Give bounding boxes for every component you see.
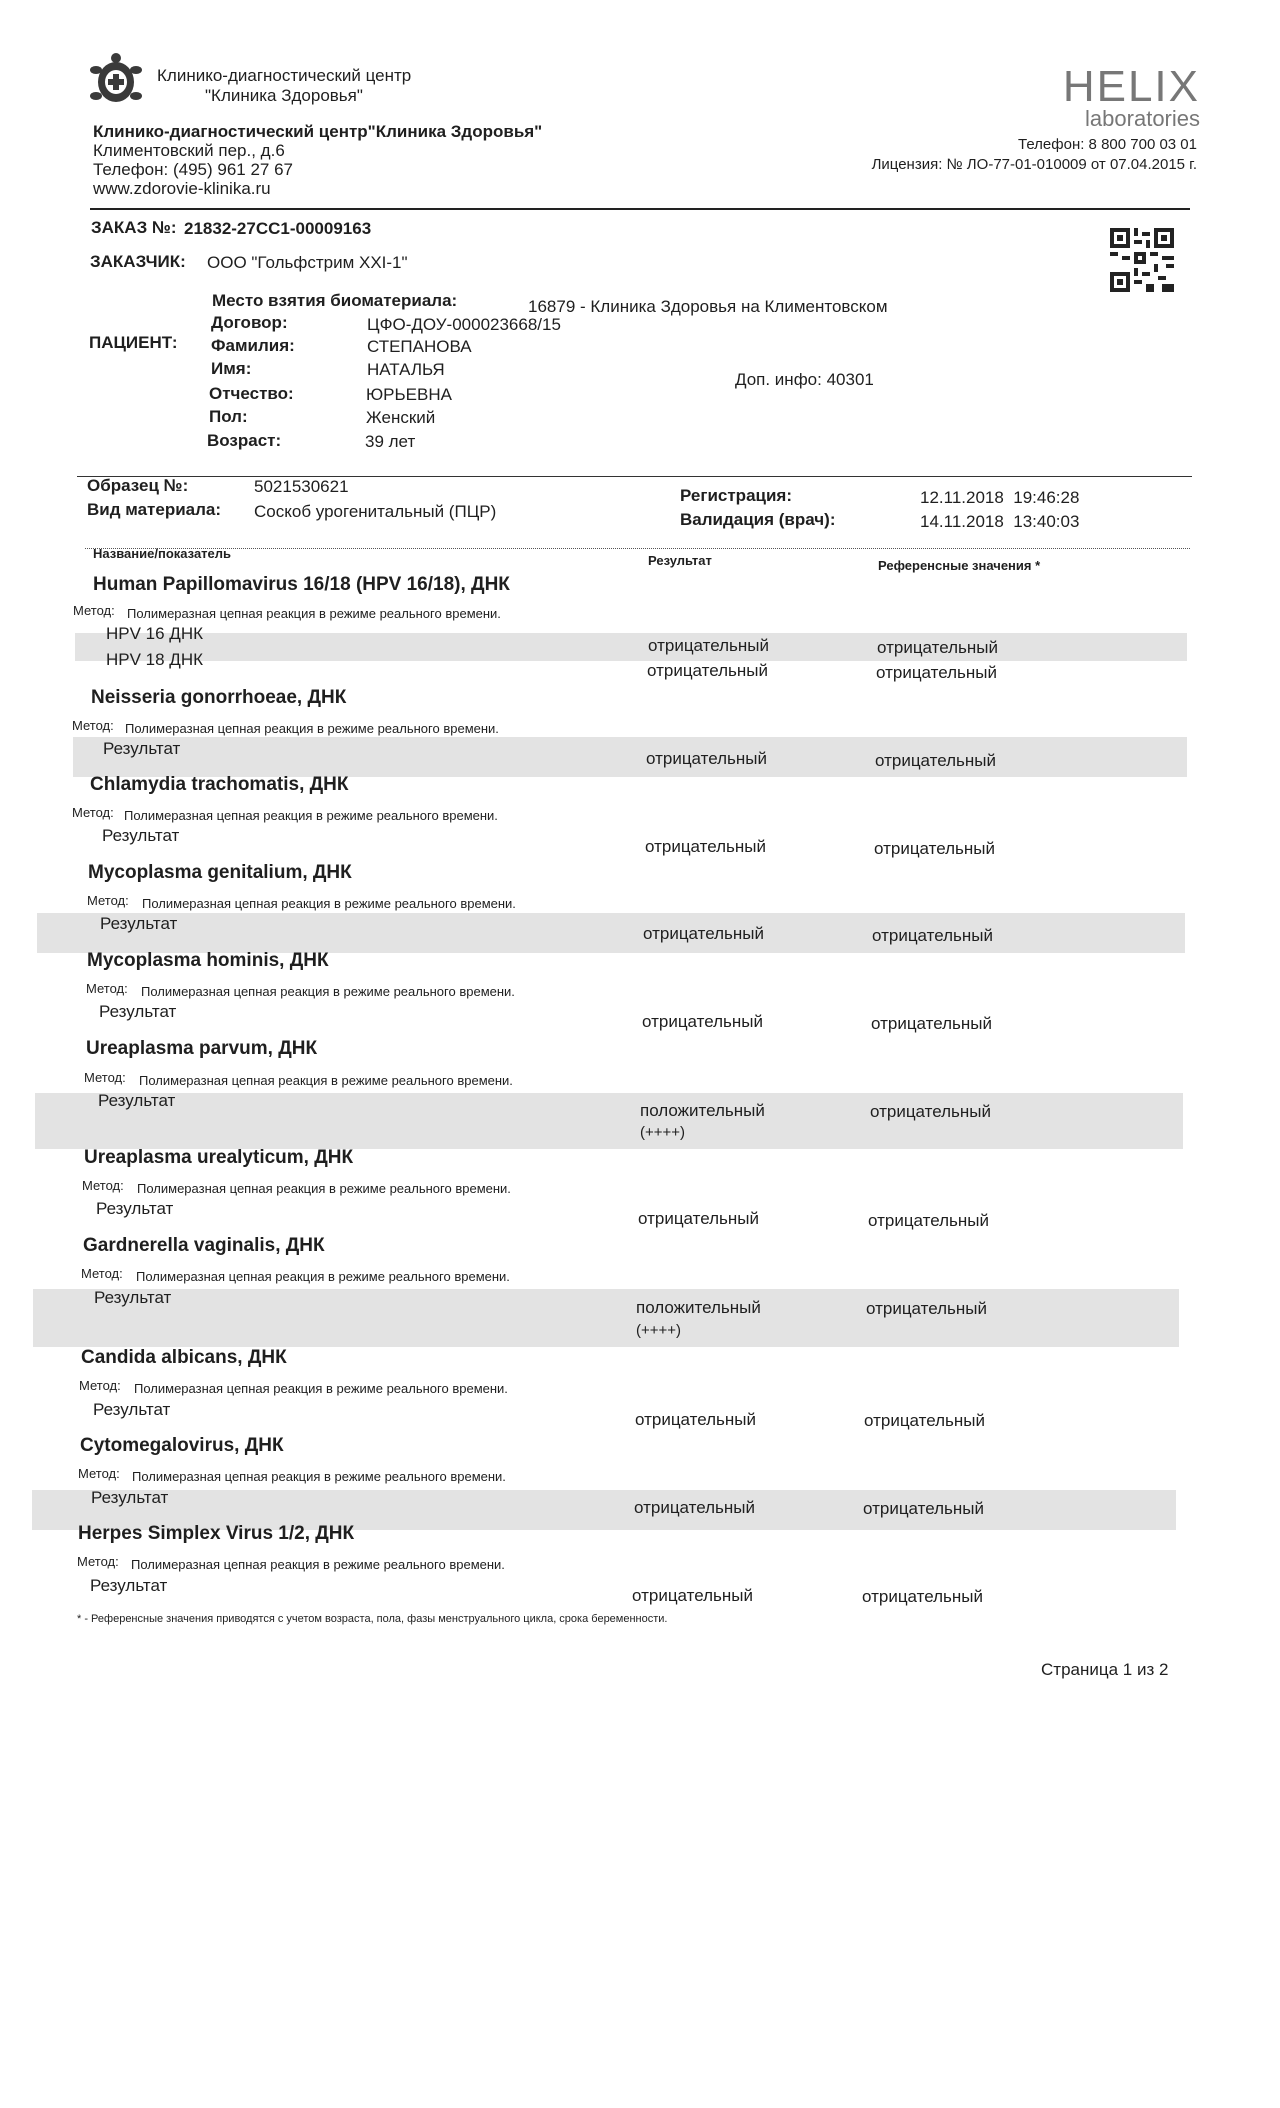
patient-field-value-site: 16879 - Клиника Здоровья на Климентовском: [528, 297, 888, 316]
row-result: отрицательный: [634, 1498, 756, 1517]
method-text: Полимеразная цепная реакция в режиме реального времени.: [141, 984, 515, 999]
method-text: Полимеразная цепная реакция в режиме реального времени.: [137, 1181, 511, 1196]
method-label: Метод:: [72, 718, 114, 733]
row-result: отрицательный: [632, 1586, 754, 1605]
customer-value: ООО "Гольфстрим XXI-1": [207, 253, 408, 272]
helix-brand-sub: laboratories: [1085, 106, 1200, 131]
row-result-extra: (++++): [640, 1124, 686, 1141]
row-name: Результат: [99, 1002, 177, 1021]
test-title: Human Papillomavirus 16/18 (HPV 16/18), ДНК: [93, 574, 510, 595]
row-name: Результат: [103, 739, 181, 758]
method-text: Полимеразная цепная реакция в режиме реального времени.: [134, 1381, 508, 1396]
row-ref: отрицательный: [874, 839, 996, 858]
sample-number-label: Образец №:: [87, 476, 189, 495]
row-result: отрицательный: [646, 749, 768, 768]
method-label: Метод:: [84, 1070, 126, 1085]
method-label: Метод:: [73, 603, 115, 618]
method-text: Полимеразная цепная реакция в режиме реального времени.: [124, 808, 498, 823]
method-label: Метод:: [78, 1466, 120, 1481]
method-label: Метод:: [79, 1378, 121, 1393]
result-band: [35, 1093, 1183, 1149]
row-name: Результат: [102, 826, 180, 845]
method-text: Полимеразная цепная реакция в режиме реального времени.: [142, 896, 516, 911]
clinic-address: Климентовский пер., д.6: [93, 141, 285, 160]
patient-field-value-age: 39 лет: [365, 432, 416, 451]
sample-material-label: Вид материала:: [87, 500, 222, 519]
row-ref: отрицательный: [876, 663, 998, 682]
patient-field-label-contract: Договор:: [211, 313, 288, 332]
row-name: HPV 16 ДНК: [106, 624, 204, 643]
validation-value: 14.11.2018 13:40:03: [920, 512, 1080, 531]
row-ref: отрицательный: [863, 1499, 985, 1518]
row-result: отрицательный: [635, 1410, 757, 1429]
row-result: положительный: [640, 1101, 765, 1120]
row-ref: отрицательный: [875, 751, 997, 770]
row-ref: отрицательный: [862, 1587, 984, 1606]
row-ref: отрицательный: [872, 926, 994, 945]
patient-field-value-name: НАТАЛЬЯ: [367, 360, 445, 379]
sample-divider: [85, 548, 1190, 549]
patient-divider: [77, 476, 1192, 477]
method-text: Полимеразная цепная реакция в режиме реального времени.: [139, 1073, 513, 1088]
patient-field-label-site: Место взятия биоматериала:: [212, 291, 458, 310]
row-result: отрицательный: [642, 1012, 764, 1031]
patient-field-label-surname: Фамилия:: [211, 336, 295, 355]
test-title: Mycoplasma genitalium, ДНК: [88, 862, 352, 883]
patient-field-value-surname: СТЕПАНОВА: [367, 337, 472, 356]
qr-code: [1110, 228, 1174, 292]
method-label: Метод:: [81, 1266, 123, 1281]
row-name: Результат: [90, 1576, 168, 1595]
result-band: [75, 633, 1187, 661]
method-text: Полимеразная цепная реакция в режиме реального времени.: [132, 1469, 506, 1484]
clinic-website[interactable]: www.zdorovie-klinika.ru: [93, 179, 271, 198]
sample-material-value: Соскоб урогенитальный (ПЦР): [254, 502, 497, 521]
test-title: Ureaplasma urealyticum, ДНК: [84, 1147, 354, 1168]
patient-section-label: ПАЦИЕНТ:: [89, 333, 178, 352]
patient-field-label-age: Возраст:: [207, 431, 282, 450]
lab-phone: Телефон: 8 800 700 03 01: [1018, 136, 1197, 153]
order-number-value: 21832-27СС1-00009163: [184, 219, 372, 238]
page-number: Страница 1 из 2: [1041, 1660, 1169, 1679]
row-name: HPV 18 ДНК: [106, 650, 204, 669]
header-divider: [90, 208, 1190, 210]
test-title: Mycoplasma hominis, ДНК: [87, 950, 329, 971]
turtle-logo-icon: [88, 50, 144, 110]
result-band: [73, 737, 1187, 777]
registration-value: 12.11.2018 19:46:28: [920, 488, 1080, 507]
test-title: Candida albicans, ДНК: [81, 1347, 287, 1368]
row-ref: отрицательный: [868, 1211, 990, 1230]
registration-label: Регистрация:: [680, 486, 793, 505]
row-result-extra: (++++): [636, 1322, 682, 1339]
validation-label: Валидация (врач):: [680, 510, 836, 529]
method-text: Полимеразная цепная реакция в режиме реального времени.: [127, 606, 501, 621]
row-name: Результат: [96, 1199, 174, 1218]
patient-field-value-patronymic: ЮРЬЕВНА: [366, 385, 452, 404]
patient-field-label-name: Имя:: [211, 359, 252, 378]
test-title: Herpes Simplex Virus 1/2, ДНК: [78, 1523, 355, 1544]
row-result: отрицательный: [645, 837, 767, 856]
row-result: отрицательный: [643, 924, 765, 943]
lab-license: Лицензия: № ЛО-77-01-010009 от 07.04.2015 г.: [871, 156, 1197, 173]
row-name: Результат: [91, 1488, 169, 1507]
test-title: Neisseria gonorrhoeae, ДНК: [91, 687, 347, 708]
test-title: Ureaplasma parvum, ДНК: [86, 1038, 318, 1059]
row-result: отрицательный: [647, 661, 769, 680]
clinic-logo-line1: Клинико-диагностический центр: [157, 66, 412, 85]
clinic-logo: [88, 50, 144, 110]
qr-code-icon: [1110, 228, 1174, 292]
test-title: Cytomegalovirus, ДНК: [80, 1435, 284, 1456]
col-header-result: Результат: [648, 553, 712, 568]
test-title: Chlamydia trachomatis, ДНК: [90, 774, 349, 795]
row-result: отрицательный: [638, 1209, 760, 1228]
footnote: * - Референсные значения приводятся с учетом возраста, пола, фазы менструального цикла, срока беременности.: [77, 1613, 668, 1625]
patient-extra-info: Доп. инфо: 40301: [735, 370, 874, 389]
patient-field-label-patronymic: Отчество:: [209, 384, 294, 403]
row-result: отрицательный: [648, 636, 770, 655]
clinic-logo-line2: "Клиника Здоровья": [205, 86, 363, 105]
clinic-phone: Телефон: (495) 961 27 67: [93, 160, 294, 179]
order-number-label: ЗАКАЗ №:: [91, 218, 177, 237]
result-band: [37, 913, 1185, 953]
method-label: Метод:: [72, 805, 114, 820]
result-band: [33, 1289, 1179, 1347]
patient-field-value-contract: ЦФО-ДОУ-000023668/15: [367, 315, 561, 334]
helix-brand: HELIX: [1062, 62, 1200, 111]
method-text: Полимеразная цепная реакция в режиме реального времени.: [125, 721, 499, 736]
patient-field-value-sex: Женский: [366, 408, 436, 427]
col-header-ref: Референсные значения *: [878, 558, 1041, 573]
row-ref: отрицательный: [877, 638, 999, 657]
method-label: Метод:: [82, 1178, 124, 1193]
method-label: Метод:: [87, 893, 129, 908]
row-ref: отрицательный: [870, 1102, 992, 1121]
row-name: Результат: [94, 1288, 172, 1307]
patient-field-label-sex: Пол:: [209, 407, 248, 426]
clinic-name: Клинико-диагностический центр"Клиника Здоровья": [93, 122, 543, 141]
method-label: Метод:: [86, 981, 128, 996]
row-result: положительный: [636, 1298, 761, 1317]
method-text: Полимеразная цепная реакция в режиме реального времени.: [136, 1269, 510, 1284]
customer-label: ЗАКАЗЧИК:: [90, 252, 186, 271]
row-ref: отрицательный: [864, 1411, 986, 1430]
test-title: Gardnerella vaginalis, ДНК: [83, 1235, 325, 1256]
method-label: Метод:: [77, 1554, 119, 1569]
method-text: Полимеразная цепная реакция в режиме реального времени.: [131, 1557, 505, 1572]
row-ref: отрицательный: [866, 1299, 988, 1318]
col-header-name: Название/показатель: [93, 546, 232, 561]
sample-number-value: 5021530621: [254, 477, 349, 496]
row-name: Результат: [98, 1091, 176, 1110]
row-ref: отрицательный: [871, 1014, 993, 1033]
row-name: Результат: [100, 914, 178, 933]
row-name: Результат: [93, 1400, 171, 1419]
